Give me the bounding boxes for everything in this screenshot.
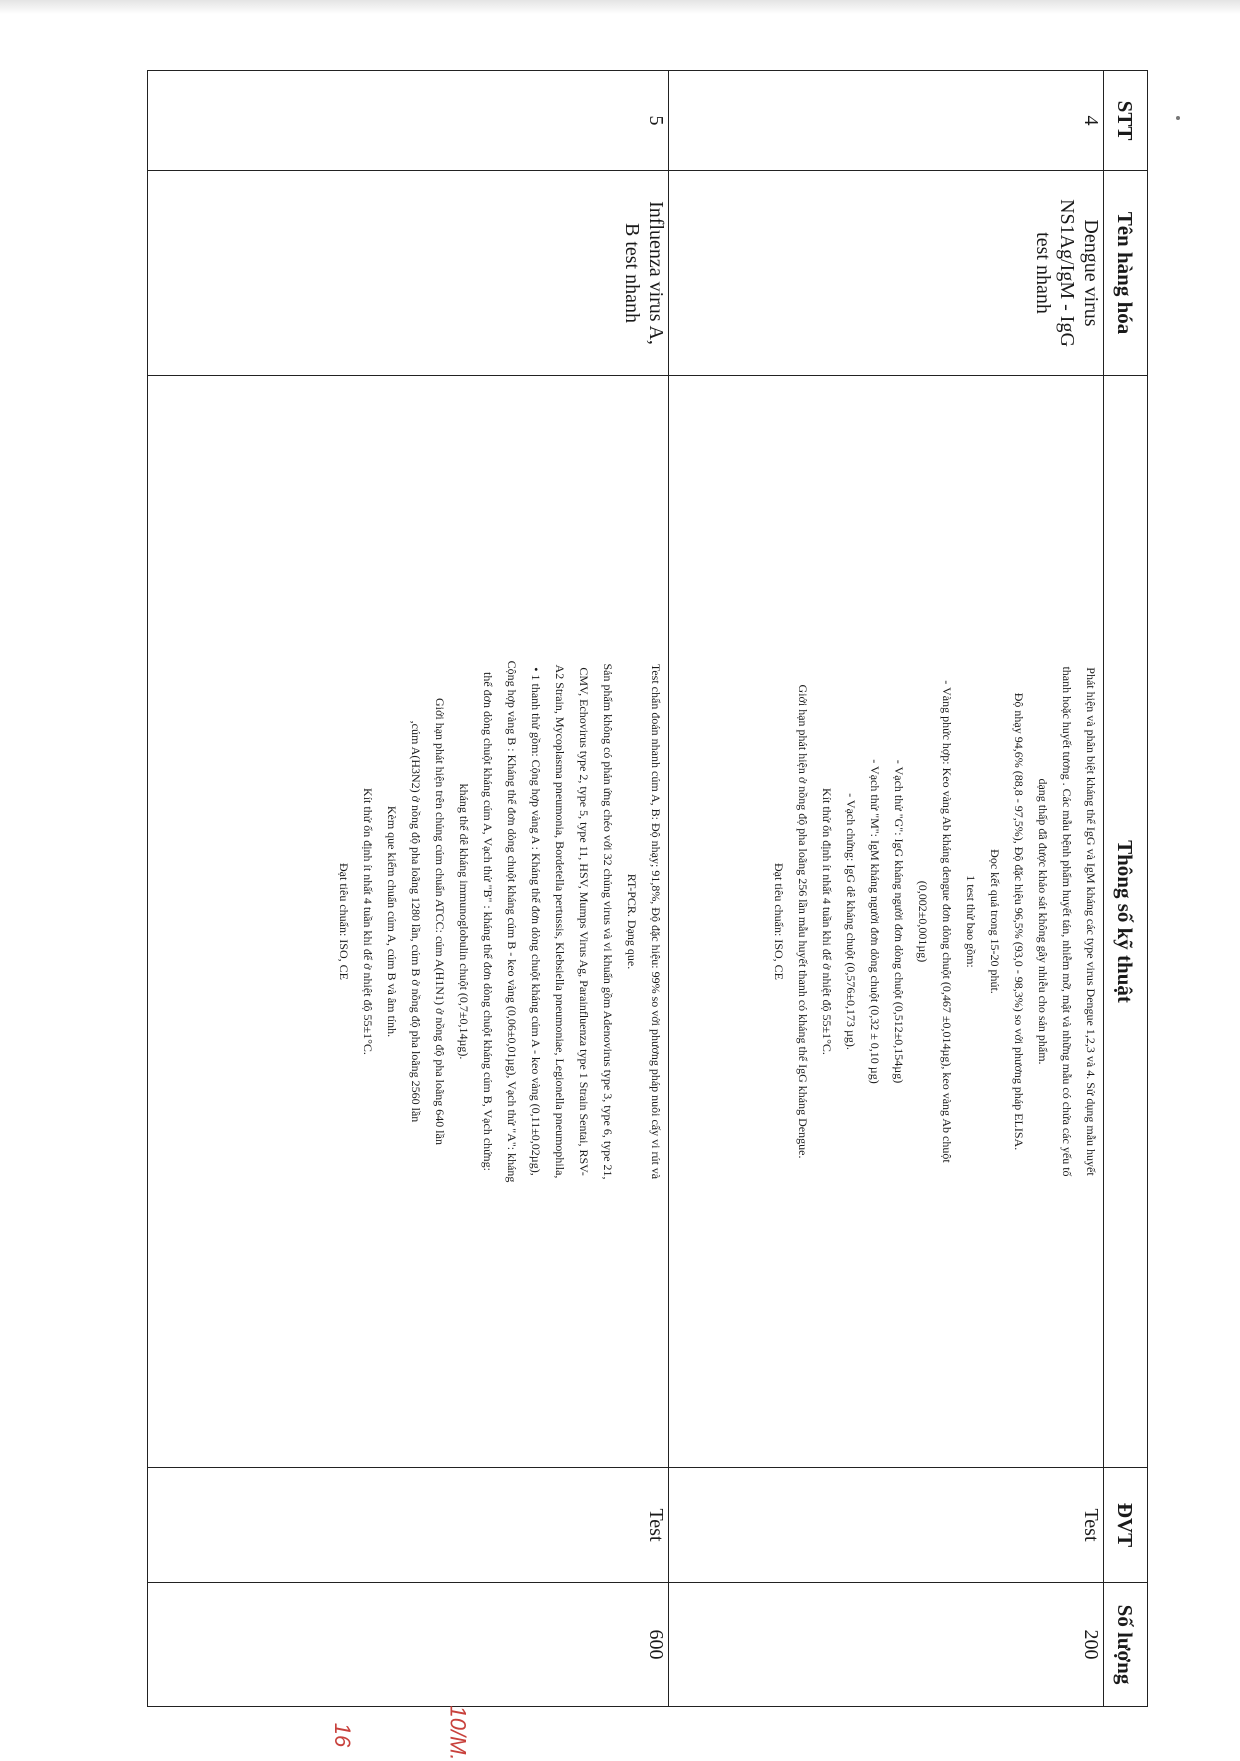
name-line: B test nhanh — [621, 223, 643, 323]
handwritten-mark: 10/M. — [445, 1705, 471, 1761]
table-header-row — [1104, 71, 1148, 1707]
spec-line: Độ nhạy 94,6% (88,8 - 97,5%), Độ đặc hiệu 96,5% (93,0 - 98,3%) so với phương pháp ELISA. — [1012, 692, 1026, 1151]
spec-line: Kèm que kiểm chuẩn cúm A, cúm B và âm tính. — [385, 805, 399, 1038]
row-name — [148, 171, 669, 376]
name-line: NS1Ag/IgM - IgG — [1056, 199, 1078, 347]
header-name: Tên hàng hóa — [1104, 171, 1148, 376]
spec-line: (0,002±0,001µg) — [916, 880, 930, 963]
header-stt: STT — [1104, 71, 1148, 171]
spec-table — [147, 70, 1148, 1707]
spec-line: ,cúm A(H3N2) ở nồng độ pha loãng 1280 lần, cúm B ở nồng độ pha loãng 2560 lần — [409, 720, 423, 1123]
spec-line: Đạt tiêu chuẩn: ISO, CE — [772, 863, 786, 980]
name-line: test nhanh — [1032, 232, 1054, 314]
spec-line: - Vạch thử "M": IgM kháng người đơn dòng chuột (0,32 ± 0,10 µg) — [868, 759, 882, 1084]
row-stt: 5 — [148, 71, 669, 171]
spec-line: Đọc kết quả trong 15-20 phút. — [988, 849, 1002, 994]
row-qty: 200 — [669, 1583, 1104, 1707]
spec-line: Phát hiện và phân biệt kháng thể IgG và IgM kháng các type virus Dengue 1,2,3 và 4. Sử dụng mẫu huyết — [1084, 667, 1098, 1176]
spec-line: Đạt tiêu chuẩn: ISO, CE — [337, 863, 351, 980]
row-name — [669, 171, 1104, 376]
row-spec — [669, 376, 1104, 1468]
spec-line: CMV, Echovirus type 2, type 5, type 11, HSV, Mumps Virus Ag, Parainfluenza type 1 Strain Sentai, RSV- — [577, 667, 591, 1176]
row-spec — [148, 376, 669, 1468]
header-qty: Số lượng — [1104, 1583, 1148, 1707]
spec-line: kháng thể dê kháng immunoglobulin chuột (0,7±0,14µg). — [457, 783, 471, 1060]
handwritten-mark: 16 — [330, 1722, 356, 1748]
table-row — [669, 71, 1104, 1707]
spec-line: Giới hạn phát hiện trên chủng cúm chuẩn ATCC: cúm A(H1N1) ở nồng độ pha loãng 640 lần — [433, 698, 447, 1145]
row-stt: 4 — [669, 71, 1104, 171]
spec-line: Kít thử ổn định ít nhất 4 tuần khi để ở nhiệt độ 55±1°C. — [361, 788, 375, 1055]
spec-line: dạng thấp đã được khảo sát không gây nhiễu cho sản phẩm. — [1036, 778, 1050, 1065]
spec-line: Kít thử ổn định ít nhất 4 tuần khi để ở nhiệt độ 55±1°C. — [820, 788, 834, 1055]
row-unit: Test — [669, 1468, 1104, 1583]
row-qty: 600 — [148, 1583, 669, 1707]
spec-line: thể đơn dòng chuột kháng cúm A, Vạch thử "B" : kháng thể đơn dòng chuột kháng cúm B, Vạch chứng: — [481, 672, 495, 1171]
spec-line: - Vàng phức hợp: Keo vàng Ab kháng dengue đơn dòng chuột (0,467 ±0,014µg), keo vàng Ab chuột — [940, 680, 954, 1163]
spec-line: Giới hạn phát hiện ở nồng độ pha loãng 256 lần mẫu huyết thanh có kháng thể IgG kháng Dengue. — [796, 684, 810, 1159]
scan-speck — [1176, 116, 1180, 120]
spec-line: - Vạch chứng: IgG dê kháng chuột (0,576±0,173 µg). — [844, 793, 858, 1050]
spec-line: Sản phẩm không có phản ứng chéo với 32 chủng virus và vi khuẩn gồm Adenovirus type 3, type 6, type 21, — [601, 663, 615, 1180]
header-unit: ĐVT — [1104, 1468, 1148, 1583]
spec-line: - Vạch thử "G": IgG kháng người đơn dòng chuột (0,512±0,154µg) — [892, 759, 906, 1084]
table-row — [148, 71, 669, 1707]
row-unit: Test — [148, 1468, 669, 1583]
spec-line: RT-PCR. Dạng que. — [625, 873, 639, 970]
name-line: Influenza virus A, — [645, 201, 667, 345]
header-spec: Thông số kỹ thuật — [1104, 376, 1148, 1468]
scan-edge — [0, 0, 1240, 14]
spec-line: 1 test thử bao gồm: — [964, 875, 978, 968]
spec-line: Cộng hợp vàng B : Kháng thể đơn dòng chuột kháng cúm B - keo vàng (0,06±0,01µg), Vạch thử "A": kháng — [505, 660, 519, 1183]
spec-line: • 1 thanh thử gồm: Cộng hợp vàng A : Kháng thể đơn dòng chuột kháng cúm A - keo vàng (0,11±0,02µg), — [529, 667, 543, 1176]
name-line: Dengue virus — [1080, 219, 1102, 327]
spec-line: Test chẩn đoán nhanh cúm A, B: Độ nhạy; 91,8%, Độ đặc hiệu: 99% so với phương pháp nuôi cấy vi rút và — [649, 663, 663, 1180]
spec-line: thanh hoặc huyết tương . Các mẫu bệnh phẩm huyết tán, nhiễm mỡ, mật và những mẫu có chứa các yếu tố — [1060, 666, 1074, 1177]
rotated-spec-table — [148, 70, 1148, 1706]
spec-line: A2 Strain, Mycoplasma pneumonia, Bordetella pertussis, Klebsiella pneumoniae, Legionella pneumophila, — [553, 664, 567, 1179]
